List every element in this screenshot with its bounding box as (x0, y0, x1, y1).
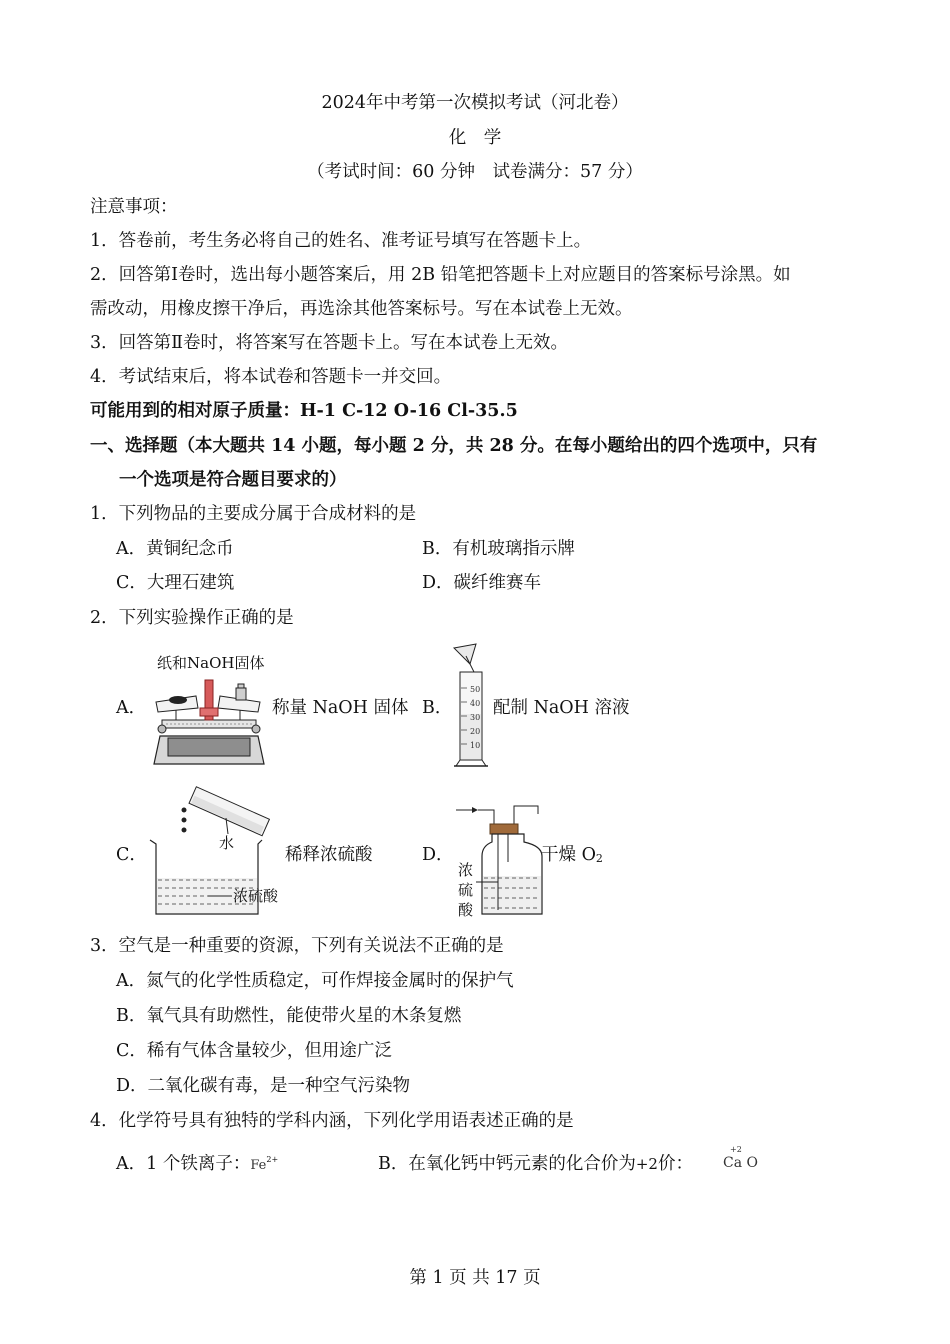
q3-option-b: B．氧气具有助燃性，能使带火星的木条复燃 (116, 1006, 462, 1026)
page-footer: 第 1 页 共 17 页 (409, 1268, 541, 1288)
q4-b-valence: +2 (635, 1155, 658, 1173)
scale-50: 50 (470, 685, 481, 694)
note-item-3: 3．回答第Ⅱ卷时，将答案写在答题卡上。写在本试卷上无效。 (90, 333, 569, 353)
q2-d-acid-char-2: 硫 (458, 881, 474, 899)
q2-c-water-label: 水 (219, 834, 235, 852)
q4-option-b-text: B．在氧化钙中钙元素的化合价为 (378, 1154, 636, 1174)
note-item-2-cont: 需改动，用橡皮擦干净后，再选涂其他答案标号。写在本试卷上无效。 (90, 299, 633, 319)
section-heading: 一、选择题（本大题共 14 小题，每小题 2 分，共 28 分。在每小题给出的四个选项中，只有 (90, 436, 818, 456)
q2-d-acid-char-1: 浓 (458, 861, 474, 879)
q4-b-formula-sup: +2 (730, 1145, 742, 1154)
q4-a-formula: Fe (250, 1158, 267, 1173)
q4-a-sup: 2+ (266, 1155, 279, 1164)
q4-stem: 4．化学符号具有独特的学科内涵，下列化学用语表述正确的是 (90, 1111, 574, 1131)
q3-option-d: D．二氧化碳有毒，是一种空气污染物 (116, 1076, 411, 1096)
exam-title: 2024年中考第一次模拟考试（河北卷） (321, 93, 629, 113)
q1-option-b: B．有机玻璃指示牌 (422, 539, 575, 559)
q2-b-caption: 配制 NaOH 溶液 (493, 698, 630, 718)
scale-10: 10 (470, 741, 481, 750)
note-item-4: 4．考试结束后，将本试卷和答题卡一并交回。 (90, 367, 452, 387)
q3-stem: 3．空气是一种重要的资源，下列有关说法不正确的是 (90, 936, 504, 956)
q1-stem: 1．下列物品的主要成分属于合成材料的是 (90, 504, 417, 524)
q2-c-caption: 稀释浓硫酸 (285, 845, 373, 865)
q4-b-formula: Ca O (723, 1155, 758, 1171)
q2-option-c-letter: C． (116, 845, 147, 865)
q1-option-d: D．碳纤维赛车 (422, 573, 542, 593)
scale-20: 20 (470, 727, 481, 736)
q1-option-a: A．黄铜纪念币 (116, 539, 234, 559)
atomic-mass-line: 可能用到的相对原子质量：H-1 C-12 O-16 Cl-35.5 (90, 401, 518, 421)
q2-stem: 2．下列实验操作正确的是 (90, 608, 294, 628)
scale-40: 40 (470, 699, 481, 708)
scale-30: 30 (470, 713, 481, 722)
q3-option-c: C．稀有气体含量较少，但用途广泛 (116, 1041, 392, 1061)
subject-title: 化 学 (448, 128, 502, 148)
note-item-2: 2．回答第Ⅰ卷时，选出每小题答案后，用 2B 铅笔把答题卡上对应题目的答案标号涂黑。如 (90, 265, 791, 285)
q3-option-a: A．氮气的化学性质稳定，可作焊接金属时的保护气 (116, 971, 514, 991)
q2-a-top-label: 纸和NaOH固体 (157, 654, 265, 672)
section-heading-cont: 一个选项是符合题目要求的） (119, 470, 347, 490)
q2-d-caption-text: 干燥 O (541, 845, 596, 865)
notes-heading: 注意事项： (90, 197, 178, 217)
exam-time-info: （考试时间：60 分钟 试卷满分：57 分） (307, 162, 643, 182)
q4-option-a-text: A．1 个铁离子： (116, 1154, 251, 1174)
note-item-1: 1．答卷前，考生务必将自己的姓名、准考证号填写在答题卡上。 (90, 231, 592, 251)
q2-option-a-letter: A． (116, 698, 147, 718)
q2-c-acid-label: 浓硫酸 (233, 887, 279, 905)
q2-d-caption (541, 843, 603, 871)
cylinder-scale-labels (470, 683, 480, 753)
q1-option-c: C．大理石建筑 (116, 573, 235, 593)
q2-a-caption: 称量 NaOH 固体 (272, 698, 409, 718)
q4-b-tail: 价： (657, 1154, 693, 1174)
q4-option-b (378, 1152, 693, 1176)
q2-d-acid-label (458, 860, 473, 920)
q2-option-b-letter: B． (422, 698, 453, 718)
q2-option-d-letter: D． (422, 845, 454, 865)
balance-figure (148, 672, 270, 768)
q4-option-a (116, 1152, 278, 1179)
q2-d-acid-char-3: 酸 (458, 901, 474, 919)
q2-d-caption-sub: 2 (595, 852, 603, 865)
